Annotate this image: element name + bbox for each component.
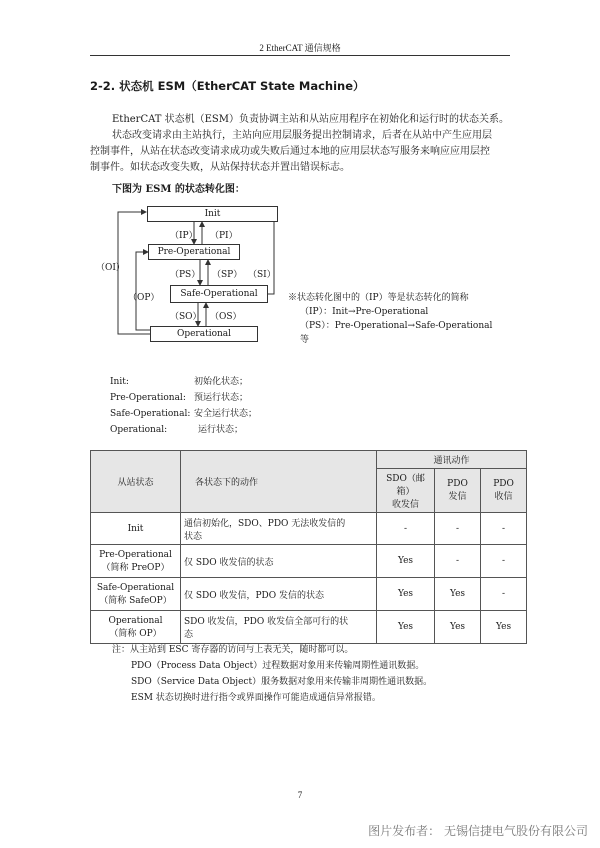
state-op: Operational — [150, 326, 258, 342]
cell-action — [181, 545, 377, 578]
header-sdo — [377, 469, 435, 513]
intro-line-2: 状态改变请求由主站执行，主站向应用层服务提出控制请求，后者在从站中产生应用层 — [112, 130, 492, 141]
table-row — [91, 545, 527, 578]
table-row — [91, 611, 527, 644]
state-init: Init — [147, 206, 278, 222]
intro-line-1: EtherCAT 状态机（ESM）负责协调主站和从站应用程序在初始化和运行时的状态关系。 — [112, 114, 510, 125]
legend-term: Init: — [110, 377, 129, 387]
header-pdo-recv — [481, 469, 527, 513]
cell-state — [91, 578, 181, 611]
cell-pdo-send: - — [435, 513, 481, 545]
header-slave-state: 从站状态 — [91, 451, 181, 513]
cell-state — [91, 513, 181, 545]
legend-op — [110, 422, 243, 435]
cell-state — [91, 611, 181, 644]
header-actions: 各状态下的动作 — [181, 451, 377, 513]
note-line-1: 注：从主站到 ESC 寄存器的访问与上表无关，随时都可以。 — [112, 645, 354, 655]
header-comm: 通讯动作 — [377, 451, 527, 469]
transition-op: （OP） — [128, 293, 160, 303]
transition-os: （OS） — [210, 312, 242, 322]
transition-si: （SI） — [248, 270, 276, 280]
legend-init — [110, 374, 248, 387]
table-row — [91, 578, 527, 611]
diagram-note-1: ※状态转化图中的（IP）等是状态转化的简称 — [288, 293, 469, 303]
state-name: Operational — [108, 615, 163, 626]
table-row — [91, 513, 527, 545]
cell-action — [181, 578, 377, 611]
state-table — [90, 450, 527, 644]
note-line-4: ESM 状态切换时进行指令或界面操作可能造成通信异常报错。 — [131, 693, 381, 703]
legend-desc: 预运行状态； — [194, 393, 249, 403]
action-l1: 仅 SDO 收发信的状态 — [184, 557, 274, 568]
cell-state — [91, 545, 181, 578]
state-safeop: Safe-Operational — [170, 285, 268, 303]
transition-oi: （OI） — [96, 263, 125, 273]
state-name: Pre-Operational — [99, 549, 172, 560]
header-sdo-l1: SDO（邮箱） — [386, 474, 425, 497]
diagram-caption: 下图为 ESM 的状态转化图： — [112, 184, 245, 195]
transition-so: （SO） — [170, 312, 202, 322]
section-title: 2-2. 状态机 ESM（EtherCAT State Machine） — [90, 79, 365, 93]
state-name: Init — [127, 523, 144, 534]
cell-pdo-recv: - — [481, 545, 527, 578]
header-pdo-send — [435, 469, 481, 513]
transition-ip: （IP） — [170, 231, 198, 241]
table-header-row — [91, 451, 527, 469]
legend-term: Pre-Operational: — [110, 393, 186, 403]
header-pdo-send-l1: PDO — [447, 479, 468, 489]
diagram-note-3: （PS）：Pre-Operational→Safe-Operational — [300, 321, 493, 331]
cell-action — [181, 611, 377, 644]
header-pdo-recv-l1: PDO — [493, 479, 514, 489]
transition-ps: （PS） — [170, 270, 201, 280]
cell-pdo-send: Yes — [435, 578, 481, 611]
legend-term: Safe-Operational: — [110, 409, 191, 419]
cell-sdo: - — [377, 513, 435, 545]
cell-pdo-recv: - — [481, 578, 527, 611]
legend-term: Operational: — [110, 425, 168, 435]
cell-pdo-recv: - — [481, 513, 527, 545]
state-abbr: （简称 SafeOP） — [99, 595, 172, 606]
cell-action — [181, 513, 377, 545]
cell-sdo: Yes — [377, 545, 435, 578]
legend-desc: 安全运行状态； — [194, 409, 258, 419]
intro-line-3: 控制事件，从站在状态改变请求成功或失败后通过本地的应用层状态写服务来响应应用层控 — [90, 146, 490, 157]
state-abbr: （简称 PreOP） — [101, 562, 170, 573]
action-l1: SDO 收发信，PDO 收发信全部可行的状 — [184, 617, 349, 627]
header-pdo-send-l2: 发信 — [448, 492, 467, 502]
legend-preop — [110, 390, 248, 403]
action-l2: 状态 — [184, 531, 203, 542]
action-l1: 仅 SDO 收发信，PDO 发信的状态 — [184, 590, 324, 601]
header-pdo-recv-l2: 收信 — [494, 492, 513, 502]
cell-sdo: Yes — [377, 611, 435, 644]
header-sdo-l2: 收发信 — [391, 500, 419, 510]
cell-pdo-recv: Yes — [481, 611, 527, 644]
legend-safeop — [110, 406, 257, 419]
intro-line-4: 制事件。如状态改变失败，从站保持状态并置出错误标志。 — [90, 162, 350, 173]
transition-sp: （SP） — [212, 270, 243, 280]
state-abbr: （简称 OP） — [109, 628, 162, 639]
cell-sdo: Yes — [377, 578, 435, 611]
publisher-credit: 图片发布者： 无锡信捷电气股份有限公司 — [368, 824, 588, 838]
action-l2: 态 — [184, 630, 194, 640]
note-line-2: PDO（Process Data Object）过程数据对象用来传输周期性通讯数据。 — [131, 661, 425, 671]
running-header: 2 EtherCAT 通信规格 — [259, 43, 341, 53]
action-l1: 通信初始化，SDO、PDO 无法收发信的 — [184, 518, 346, 529]
cell-pdo-send: - — [435, 545, 481, 578]
header-divider — [90, 55, 510, 56]
diagram-note-4: 等 — [300, 335, 310, 345]
legend-desc: 初始化状态； — [194, 377, 249, 387]
transition-pi: （PI） — [210, 231, 238, 241]
diagram-note-2: （IP）：Init→Pre-Operational — [300, 307, 429, 317]
note-line-3: SDO（Service Data Object）服务数据对象用来传输非周期性通讯数据。 — [131, 677, 433, 687]
page-number: 7 — [297, 790, 303, 800]
state-name: Safe-Operational — [96, 582, 175, 593]
state-preop: Pre-Operational — [148, 244, 240, 260]
legend-desc: 运行状态； — [198, 425, 244, 435]
state-diagram — [90, 198, 290, 348]
cell-pdo-send: Yes — [435, 611, 481, 644]
